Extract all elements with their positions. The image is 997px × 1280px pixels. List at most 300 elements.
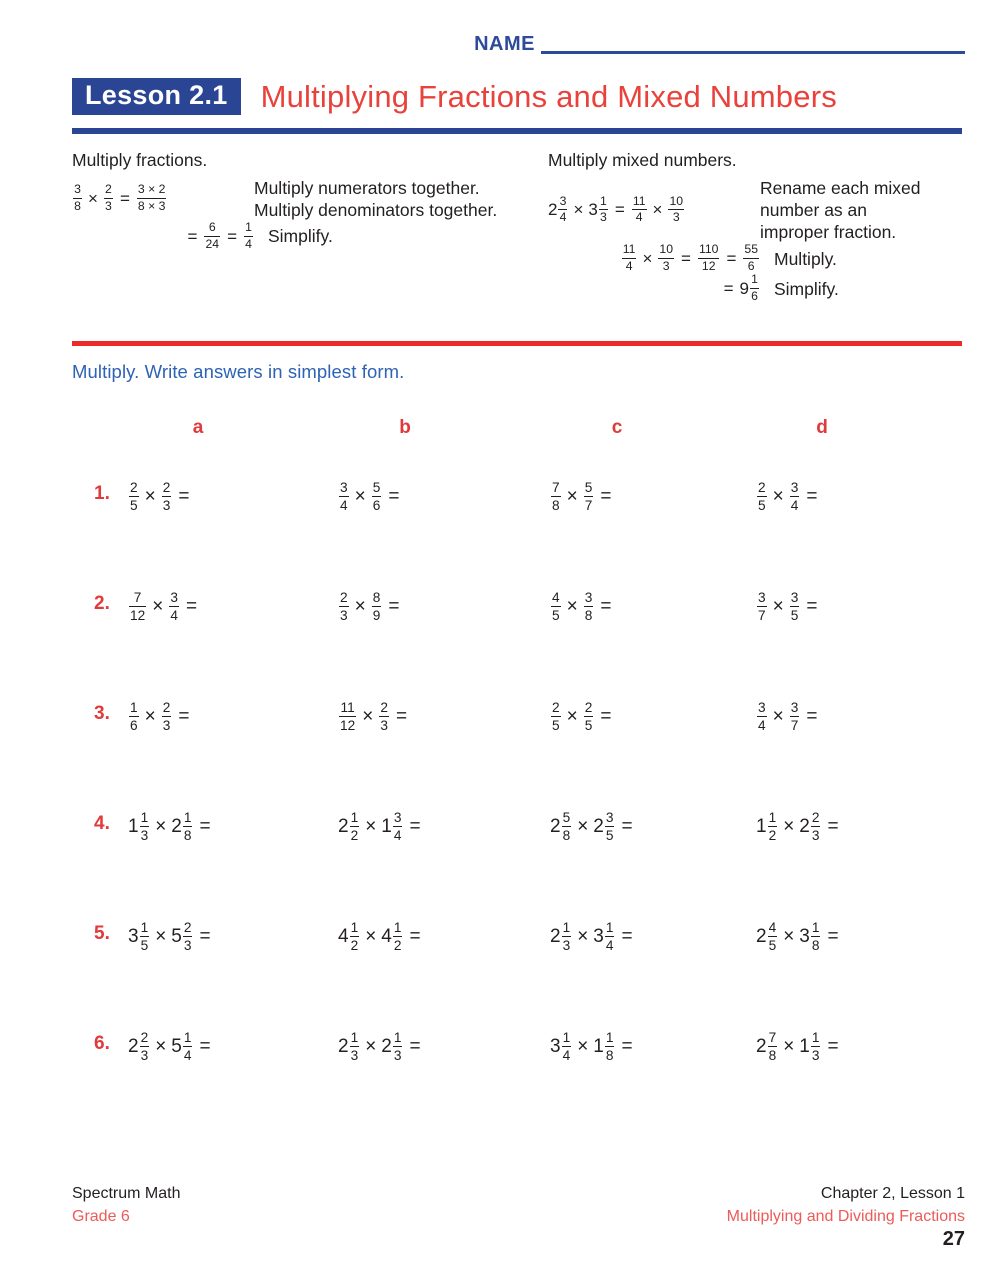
fraction-bar bbox=[584, 606, 594, 607]
fraction-denominator: 3 bbox=[811, 1047, 820, 1063]
equals-sign: = bbox=[409, 1036, 421, 1058]
multiplication-sign: × bbox=[155, 816, 167, 838]
mixed-number bbox=[338, 810, 360, 844]
mixed-number-fraction bbox=[811, 920, 821, 954]
equals-sign: = bbox=[827, 816, 839, 838]
mixed-number bbox=[381, 1030, 403, 1064]
fraction bbox=[372, 590, 382, 624]
fraction-bar bbox=[393, 826, 403, 827]
problem-4b[interactable] bbox=[338, 810, 427, 844]
column-header-c: c bbox=[611, 417, 623, 438]
fraction-denominator: 3 bbox=[162, 497, 171, 513]
fraction-denominator: 3 bbox=[140, 1047, 149, 1063]
fraction-numerator: 1 bbox=[350, 919, 359, 935]
fraction bbox=[757, 480, 767, 514]
fraction bbox=[551, 700, 561, 734]
fraction-denominator: 4 bbox=[170, 607, 178, 623]
fraction bbox=[129, 590, 146, 624]
fraction-bar bbox=[562, 826, 572, 827]
fraction-bar bbox=[562, 936, 572, 937]
mixed-number bbox=[550, 1030, 572, 1064]
fraction bbox=[129, 480, 139, 514]
mixed-number bbox=[756, 1030, 778, 1064]
multiplication-sign: × bbox=[566, 486, 578, 508]
fraction-numerator: 3 bbox=[758, 589, 766, 605]
fraction-denominator: 3 bbox=[140, 827, 149, 843]
fraction-bar bbox=[584, 716, 594, 717]
mixed-number-fraction bbox=[140, 1030, 150, 1064]
mixed-number-fraction bbox=[562, 1030, 572, 1064]
mixed-number-whole: 2 bbox=[550, 816, 561, 838]
fraction-denominator: 5 bbox=[552, 717, 560, 733]
example-step-math bbox=[548, 195, 760, 225]
fraction-numerator: 5 bbox=[584, 479, 593, 495]
multiplication-sign: × bbox=[577, 816, 589, 838]
mixed-number-fraction bbox=[811, 810, 821, 844]
fraction-denominator: 4 bbox=[790, 497, 799, 513]
footer-chapter-title: Multiplying and Dividing Fractions bbox=[726, 1208, 965, 1226]
fraction-numerator: 10 bbox=[659, 242, 673, 257]
problem-number: 1. bbox=[94, 483, 110, 504]
name-write-in-line[interactable] bbox=[541, 51, 965, 54]
fraction-denominator: 3 bbox=[380, 717, 388, 733]
mixed-number-whole: 3 bbox=[593, 926, 604, 948]
fraction-denominator: 24 bbox=[205, 236, 220, 251]
mixed-number-whole: 2 bbox=[593, 816, 604, 838]
problem-3c[interactable] bbox=[550, 700, 617, 734]
problem-5d[interactable] bbox=[756, 920, 845, 954]
fraction-denominator: 8 bbox=[74, 199, 81, 214]
equals-sign: = bbox=[388, 596, 400, 618]
fraction bbox=[169, 590, 179, 624]
name-row bbox=[60, 26, 965, 56]
fraction-bar bbox=[350, 1046, 360, 1047]
problem-3d[interactable] bbox=[756, 700, 823, 734]
fraction-bar bbox=[140, 1046, 150, 1047]
fraction-denominator: 3 bbox=[105, 199, 112, 214]
fraction-denominator: 5 bbox=[758, 497, 766, 513]
mixed-number bbox=[128, 810, 150, 844]
fraction-numerator: 1 bbox=[393, 1029, 402, 1045]
fraction bbox=[790, 480, 800, 514]
fraction-denominator: 12 bbox=[701, 258, 716, 273]
example-step-note bbox=[254, 177, 497, 221]
problem-row bbox=[0, 690, 997, 800]
fraction-numerator: 3 bbox=[340, 479, 348, 495]
problem-1a[interactable] bbox=[128, 480, 195, 514]
mixed-number bbox=[381, 810, 403, 844]
fraction-numerator: 2 bbox=[162, 699, 171, 715]
equals-sign: = bbox=[681, 248, 691, 268]
example-step-note bbox=[760, 177, 921, 244]
multiplication-sign: × bbox=[354, 596, 366, 618]
fraction-denominator: 8 bbox=[605, 1047, 614, 1063]
fraction-bar bbox=[551, 606, 561, 607]
fraction-numerator: 1 bbox=[562, 1029, 571, 1045]
problem-6a[interactable] bbox=[128, 1030, 217, 1064]
equals-sign: = bbox=[827, 926, 839, 948]
fraction-numerator: 10 bbox=[669, 193, 684, 208]
fraction-bar bbox=[379, 716, 389, 717]
multiplication-sign: × bbox=[365, 816, 377, 838]
fraction bbox=[658, 243, 674, 273]
section-divider-red bbox=[72, 341, 962, 346]
fraction-denominator: 4 bbox=[758, 717, 766, 733]
example-step-note bbox=[268, 225, 333, 247]
equals-sign: = bbox=[119, 189, 130, 209]
equals-sign: = bbox=[621, 1036, 633, 1058]
fraction-numerator: 1 bbox=[350, 809, 359, 825]
fraction-numerator: 110 bbox=[698, 242, 719, 257]
mixed-number bbox=[588, 195, 608, 225]
fraction-denominator: 3 bbox=[162, 717, 171, 733]
fraction-denominator: 8 bbox=[552, 497, 560, 513]
fraction-numerator: 3 bbox=[790, 589, 799, 605]
mixed-number-whole: 4 bbox=[338, 926, 349, 948]
fraction bbox=[757, 590, 767, 624]
multiplication-sign: × bbox=[88, 189, 98, 209]
mixed-number bbox=[799, 920, 821, 954]
problem-5a[interactable] bbox=[128, 920, 217, 954]
fraction-numerator: 2 bbox=[552, 699, 560, 715]
example-multiply-mixed-numbers bbox=[548, 150, 978, 304]
example-left-heading: Multiply fractions. bbox=[72, 150, 208, 170]
fraction-numerator: 1 bbox=[140, 919, 149, 935]
fraction bbox=[551, 590, 561, 624]
fraction-numerator: 4 bbox=[552, 589, 560, 605]
mixed-number-whole: 1 bbox=[128, 816, 139, 838]
fraction-bar bbox=[790, 606, 800, 607]
fraction bbox=[339, 700, 356, 734]
fraction-denominator: 7 bbox=[758, 607, 766, 623]
mixed-number bbox=[548, 195, 568, 225]
problem-row bbox=[0, 1020, 997, 1130]
mixed-number-fraction bbox=[350, 1030, 360, 1064]
fraction-numerator: 2 bbox=[105, 182, 112, 197]
fraction bbox=[104, 183, 113, 213]
problem-1c[interactable] bbox=[550, 480, 617, 514]
fraction-bar bbox=[768, 826, 778, 827]
fraction-numerator: 3 × 2 bbox=[137, 182, 166, 197]
mixed-number-whole: 2 bbox=[171, 816, 182, 838]
mixed-number-fraction bbox=[183, 810, 193, 844]
problem-1d[interactable] bbox=[756, 480, 823, 514]
fraction-denominator: 4 bbox=[245, 236, 252, 251]
page-number: 27 bbox=[942, 1228, 965, 1250]
fraction-numerator: 4 bbox=[768, 919, 777, 935]
fraction bbox=[790, 700, 800, 734]
example-note-line: Multiply denominators together. bbox=[254, 200, 498, 221]
fraction-denominator: 6 bbox=[372, 497, 381, 513]
lesson-badge: Lesson 2.1 bbox=[72, 78, 241, 115]
equals-sign: = bbox=[409, 816, 421, 838]
mixed-number-whole: 2 bbox=[381, 1036, 392, 1058]
fraction-bar bbox=[339, 716, 356, 717]
multiplication-sign: × bbox=[155, 1036, 167, 1058]
multiplication-sign: × bbox=[642, 248, 653, 268]
fraction-denominator: 4 bbox=[183, 1047, 192, 1063]
problem-4d[interactable] bbox=[756, 810, 845, 844]
fraction bbox=[162, 700, 172, 734]
multiplication-sign: × bbox=[566, 706, 578, 728]
fraction bbox=[584, 480, 594, 514]
column-headers bbox=[0, 418, 997, 442]
mixed-number-fraction bbox=[183, 920, 193, 954]
mixed-number-whole: 3 bbox=[128, 926, 139, 948]
fraction-denominator: 5 bbox=[584, 717, 593, 733]
example-step-math bbox=[548, 274, 774, 304]
mixed-number-fraction bbox=[562, 810, 572, 844]
fraction-numerator: 11 bbox=[340, 699, 355, 715]
equals-sign: = bbox=[388, 486, 400, 508]
mixed-number bbox=[756, 920, 778, 954]
fraction bbox=[790, 590, 800, 624]
problem-number: 3. bbox=[94, 703, 110, 724]
mixed-number-whole: 1 bbox=[381, 816, 392, 838]
fraction bbox=[73, 183, 82, 213]
footer-chapter-lesson: Chapter 2, Lesson 1 bbox=[820, 1185, 965, 1202]
multiplication-sign: × bbox=[783, 1036, 795, 1058]
mixed-number bbox=[756, 810, 778, 844]
equals-sign: = bbox=[178, 486, 190, 508]
example-multiply-fractions bbox=[72, 150, 542, 252]
fraction-bar bbox=[350, 936, 360, 937]
multiplication-sign: × bbox=[772, 486, 784, 508]
fraction-denominator: 5 bbox=[605, 827, 614, 843]
fraction-numerator: 1 bbox=[751, 272, 758, 287]
mixed-number-fraction bbox=[562, 920, 572, 954]
fraction-denominator: 9 bbox=[372, 607, 381, 623]
problem-4c[interactable] bbox=[550, 810, 639, 844]
fraction-numerator: 2 bbox=[811, 809, 820, 825]
problem-2a[interactable] bbox=[128, 590, 203, 624]
fraction-numerator: 55 bbox=[744, 242, 758, 257]
fraction bbox=[339, 590, 349, 624]
fraction-numerator: 2 bbox=[758, 479, 766, 495]
equals-sign: = bbox=[409, 926, 421, 948]
fraction-numerator: 3 bbox=[170, 589, 178, 605]
example-step bbox=[72, 221, 542, 251]
equals-sign: = bbox=[199, 1036, 211, 1058]
example-note-line: number as an bbox=[760, 200, 868, 221]
multiplication-sign: × bbox=[772, 596, 784, 618]
problem-6b[interactable] bbox=[338, 1030, 427, 1064]
equals-sign: = bbox=[600, 706, 612, 728]
fraction-numerator: 3 bbox=[790, 479, 799, 495]
equals-sign: = bbox=[827, 1036, 839, 1058]
mixed-number bbox=[593, 1030, 615, 1064]
example-left-steps bbox=[72, 177, 542, 252]
mixed-number bbox=[799, 810, 821, 844]
fraction-denominator: 3 bbox=[672, 210, 680, 225]
fraction-denominator: 4 bbox=[562, 1047, 571, 1063]
multiplication-sign: × bbox=[155, 926, 167, 948]
fraction-denominator: 8 bbox=[183, 827, 192, 843]
fraction bbox=[137, 183, 167, 213]
mixed-number bbox=[128, 1030, 150, 1064]
equals-sign: = bbox=[621, 816, 633, 838]
fraction-bar bbox=[768, 936, 778, 937]
fraction-numerator: 7 bbox=[552, 479, 560, 495]
mixed-number bbox=[593, 810, 615, 844]
fraction-denominator: 3 bbox=[562, 937, 571, 953]
equals-sign: = bbox=[723, 279, 734, 299]
fraction bbox=[204, 221, 220, 251]
problem-number: 5. bbox=[94, 923, 110, 944]
example-note-line: Simplify. bbox=[268, 226, 333, 247]
fraction-numerator: 1 bbox=[811, 919, 820, 935]
equals-sign: = bbox=[227, 226, 237, 246]
fraction-bar bbox=[562, 1046, 572, 1047]
fraction-denominator: 5 bbox=[140, 937, 149, 953]
mixed-number bbox=[799, 1030, 821, 1064]
mixed-number-fraction bbox=[393, 920, 403, 954]
worked-examples bbox=[72, 150, 972, 330]
fraction-numerator: 2 bbox=[183, 919, 192, 935]
fraction bbox=[129, 700, 139, 734]
mixed-number-whole: 3 bbox=[588, 200, 598, 220]
footer-right bbox=[727, 1182, 965, 1228]
fraction-denominator: 3 bbox=[662, 258, 670, 273]
example-step bbox=[548, 244, 978, 274]
example-note-line: Multiply. bbox=[774, 248, 837, 269]
fraction-numerator: 3 bbox=[393, 809, 402, 825]
fraction-numerator: 3 bbox=[584, 589, 593, 605]
fraction-bar bbox=[350, 826, 360, 827]
mixed-number-whole: 2 bbox=[338, 816, 349, 838]
header-divider-blue bbox=[72, 128, 962, 134]
mixed-number-whole: 2 bbox=[550, 926, 561, 948]
equals-sign: = bbox=[178, 706, 190, 728]
problem-5b[interactable] bbox=[338, 920, 427, 954]
problem-number: 6. bbox=[94, 1033, 110, 1054]
fraction-numerator: 1 bbox=[562, 919, 571, 935]
problem-5c[interactable] bbox=[550, 920, 639, 954]
fraction-numerator: 3 bbox=[74, 182, 81, 197]
example-note-line: Multiply numerators together. bbox=[254, 177, 480, 198]
mixed-number-fraction bbox=[605, 810, 615, 844]
fraction-numerator: 1 bbox=[768, 809, 777, 825]
fraction-numerator: 1 bbox=[183, 809, 192, 825]
fraction-bar bbox=[584, 496, 594, 497]
fraction-bar bbox=[372, 606, 382, 607]
problem-2b[interactable] bbox=[338, 590, 405, 624]
multiplication-sign: × bbox=[783, 816, 795, 838]
multiplication-sign: × bbox=[144, 486, 156, 508]
problem-6d[interactable] bbox=[756, 1030, 845, 1064]
problem-2c[interactable] bbox=[550, 590, 617, 624]
fraction-denominator: 7 bbox=[790, 717, 799, 733]
multiplication-sign: × bbox=[566, 596, 578, 618]
fraction-numerator: 1 bbox=[130, 699, 138, 715]
mixed-number bbox=[550, 920, 572, 954]
mixed-number-whole: 2 bbox=[548, 200, 558, 220]
fraction bbox=[632, 195, 647, 225]
equals-sign: = bbox=[199, 816, 211, 838]
fraction-numerator: 2 bbox=[140, 1029, 149, 1045]
mixed-number-whole: 4 bbox=[381, 926, 392, 948]
example-right-heading: Multiply mixed numbers. bbox=[548, 150, 737, 170]
fraction-denominator: 6 bbox=[751, 289, 758, 304]
multiplication-sign: × bbox=[354, 486, 366, 508]
example-step bbox=[548, 274, 978, 304]
fraction-denominator: 4 bbox=[393, 827, 402, 843]
fraction-denominator: 6 bbox=[130, 717, 138, 733]
example-note-line: improper fraction. bbox=[760, 222, 897, 243]
fraction-denominator: 2 bbox=[768, 827, 777, 843]
mixed-number-whole: 1 bbox=[756, 816, 767, 838]
problem-row bbox=[0, 580, 997, 690]
fraction-numerator: 2 bbox=[130, 479, 138, 495]
mixed-number-fraction bbox=[811, 1030, 821, 1064]
fraction-denominator: 4 bbox=[635, 210, 643, 225]
fraction-bar bbox=[757, 496, 767, 497]
mixed-number-whole: 2 bbox=[799, 816, 810, 838]
fraction bbox=[584, 700, 594, 734]
mixed-number bbox=[171, 810, 193, 844]
problem-3b[interactable] bbox=[338, 700, 413, 734]
problem-3a[interactable] bbox=[128, 700, 195, 734]
multiplication-sign: × bbox=[652, 200, 663, 220]
footer-book-title: Spectrum Math bbox=[72, 1185, 181, 1202]
fraction-numerator: 8 bbox=[372, 589, 381, 605]
fraction-denominator: 4 bbox=[625, 258, 633, 273]
problem-1b[interactable] bbox=[338, 480, 405, 514]
fraction-bar bbox=[551, 496, 561, 497]
equals-sign: = bbox=[600, 596, 612, 618]
mixed-number-fraction bbox=[768, 920, 778, 954]
instruction-text: Multiply. Write answers in simplest form. bbox=[72, 361, 405, 382]
fraction bbox=[743, 243, 759, 273]
problem-number: 4. bbox=[94, 813, 110, 834]
lesson-title-row bbox=[72, 74, 837, 118]
fraction-numerator: 1 bbox=[599, 193, 607, 208]
fraction-denominator: 8 bbox=[768, 1047, 777, 1063]
equals-sign: = bbox=[187, 226, 198, 246]
mixed-number-fraction bbox=[599, 195, 608, 225]
fraction bbox=[668, 195, 684, 225]
fraction-numerator: 1 bbox=[245, 219, 252, 234]
example-step-note bbox=[774, 248, 837, 270]
fraction-denominator: 8 bbox=[811, 937, 820, 953]
fraction-denominator: 3 bbox=[340, 607, 348, 623]
problem-4a[interactable] bbox=[128, 810, 217, 844]
problem-6c[interactable] bbox=[550, 1030, 639, 1064]
fraction-numerator: 11 bbox=[622, 242, 636, 257]
fraction-denominator: 4 bbox=[340, 497, 348, 513]
fraction-bar bbox=[183, 826, 193, 827]
fraction-denominator: 8 bbox=[584, 607, 593, 623]
equals-sign: = bbox=[806, 706, 818, 728]
page-title: Multiplying Fractions and Mixed Numbers bbox=[260, 78, 837, 114]
fraction-numerator: 11 bbox=[632, 193, 646, 208]
fraction bbox=[339, 480, 349, 514]
fraction-denominator: 2 bbox=[350, 827, 359, 843]
mixed-number bbox=[740, 274, 760, 304]
mixed-number-whole: 1 bbox=[799, 1036, 810, 1058]
mixed-number-whole: 5 bbox=[171, 926, 182, 948]
fraction-numerator: 2 bbox=[584, 699, 593, 715]
fraction-denominator: 3 bbox=[350, 1047, 359, 1063]
fraction bbox=[244, 221, 253, 251]
example-right-steps bbox=[548, 177, 978, 304]
fraction-bar bbox=[183, 936, 193, 937]
mixed-number-fraction bbox=[750, 273, 759, 303]
problem-2d[interactable] bbox=[756, 590, 823, 624]
fraction-denominator: 2 bbox=[350, 937, 359, 953]
fraction-numerator: 1 bbox=[605, 1029, 614, 1045]
example-note-line: Simplify. bbox=[774, 278, 839, 299]
